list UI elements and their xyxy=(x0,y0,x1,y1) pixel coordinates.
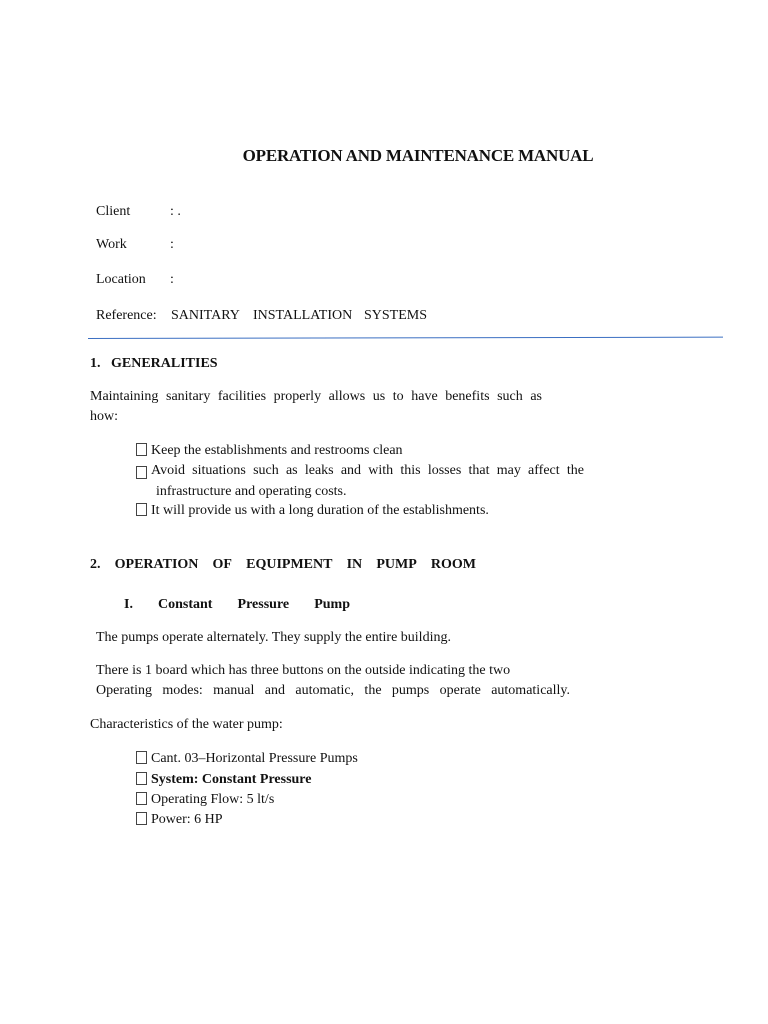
field-label-location: Location xyxy=(96,272,146,287)
reference-word-installation: INSTALLATION xyxy=(253,308,353,323)
bullet-box-icon xyxy=(136,792,147,805)
heading-word: OF xyxy=(212,557,232,572)
bullet-box-icon xyxy=(136,772,147,785)
heading-word: 2. xyxy=(90,557,101,572)
list-item xyxy=(136,792,274,808)
heading-word: EQUIPMENT xyxy=(246,557,333,572)
heading-word: ROOM xyxy=(430,557,476,572)
list-item xyxy=(136,503,489,519)
pump-paragraph-1: The pumps operate alternately. They supply the entire building. xyxy=(96,630,451,645)
list-item xyxy=(136,443,403,459)
subheading-word: Constant xyxy=(158,597,213,612)
bullet-text: System: Constant Pressure xyxy=(151,772,312,787)
pump-paragraph-2-line1: There is 1 board which has three buttons on the outside indicating the two xyxy=(96,663,511,678)
field-label-client: Client xyxy=(96,204,131,219)
section-heading-generalities: 1. GENERALITIES xyxy=(90,356,218,371)
field-value-work: : xyxy=(170,237,174,252)
bullet-text: Cant. 03–Horizontal Pressure Pumps xyxy=(151,751,358,766)
subheading-constant-pressure-pump xyxy=(124,597,350,613)
section-heading-operation xyxy=(90,557,476,573)
divider-line xyxy=(88,337,723,339)
heading-word: OPERATION xyxy=(114,557,199,572)
bullet-text: Power: 6 HP xyxy=(151,812,223,827)
bullet-box-icon xyxy=(136,466,147,479)
reference-word-systems: SYSTEMS xyxy=(364,308,428,323)
heading-word: PUMP xyxy=(376,557,417,572)
bullet-box-icon xyxy=(136,751,147,764)
bullet-text: Keep the establishments and restrooms clean xyxy=(151,443,403,458)
field-value-location: : xyxy=(170,272,174,287)
list-item xyxy=(136,772,311,788)
bullet-box-icon xyxy=(136,503,147,516)
field-label-work: Work xyxy=(96,237,127,252)
list-item xyxy=(136,812,223,828)
document-title: OPERATION AND MAINTENANCE MANUAL xyxy=(242,146,594,165)
bullet-text-continuation: infrastructure and operating costs. xyxy=(156,484,347,499)
generalities-intro-line2: how: xyxy=(90,409,118,424)
bullet-text: Avoid situations such as leaks and with this losses that may affect the xyxy=(151,463,584,478)
field-value-client: : . xyxy=(170,204,181,219)
subheading-word: I. xyxy=(124,597,133,612)
pump-paragraph-2-line2: Operating modes: manual and automatic, the pumps operate automatically. xyxy=(96,683,570,698)
heading-word: IN xyxy=(346,557,363,572)
bullet-text: Operating Flow: 5 lt/s xyxy=(151,792,275,807)
field-label-reference: Reference: xyxy=(96,308,157,323)
reference-word-sanitary: SANITARY xyxy=(171,308,240,323)
subheading-word: Pump xyxy=(314,597,350,612)
list-item xyxy=(136,463,584,479)
generalities-intro-line1: Maintaining sanitary facilities properly allows us to have benefits such as xyxy=(90,389,542,404)
bullet-box-icon xyxy=(136,443,147,456)
subheading-word: Pressure xyxy=(237,597,290,612)
characteristics-label: Characteristics of the water pump: xyxy=(90,717,283,732)
list-item xyxy=(136,751,358,767)
bullet-box-icon xyxy=(136,812,147,825)
bullet-text: It will provide us with a long duration of the establishments. xyxy=(151,503,489,518)
